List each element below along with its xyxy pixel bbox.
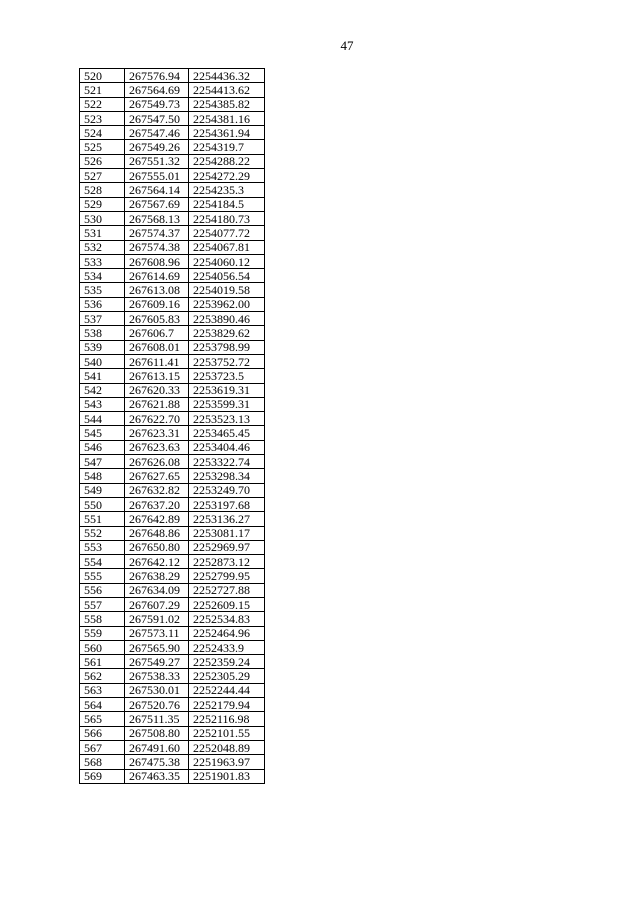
- x-coordinate-cell: 267650.80: [125, 540, 189, 554]
- y-coordinate-cell: 2252305.29: [189, 669, 265, 683]
- y-coordinate-cell: 2252799.95: [189, 569, 265, 583]
- table-row: [80, 197, 265, 211]
- point-number-cell: 537: [80, 312, 125, 326]
- page-number: 47: [340, 38, 354, 53]
- point-number-cell: 533: [80, 254, 125, 268]
- table-row: [80, 383, 265, 397]
- table-row: [80, 655, 265, 669]
- table-row: [80, 669, 265, 683]
- x-coordinate-cell: 267608.01: [125, 340, 189, 354]
- table-row: [80, 240, 265, 254]
- table-row: [80, 397, 265, 411]
- x-coordinate-cell: 267573.11: [125, 626, 189, 640]
- point-number-cell: 568: [80, 755, 125, 769]
- table-row: [80, 154, 265, 168]
- point-number-cell: 560: [80, 640, 125, 654]
- y-coordinate-cell: 2253829.62: [189, 326, 265, 340]
- table-row: [80, 340, 265, 354]
- point-number-cell: 529: [80, 197, 125, 211]
- point-number-cell: 546: [80, 440, 125, 454]
- point-number-cell: 544: [80, 412, 125, 426]
- point-number-cell: 555: [80, 569, 125, 583]
- point-number-cell: 523: [80, 111, 125, 125]
- table-row: [80, 597, 265, 611]
- x-coordinate-cell: 267609.16: [125, 297, 189, 311]
- coordinates-table: [79, 68, 265, 784]
- x-coordinate-cell: 267547.46: [125, 126, 189, 140]
- table-row: [80, 111, 265, 125]
- x-coordinate-cell: 267637.20: [125, 497, 189, 511]
- point-number-cell: 545: [80, 426, 125, 440]
- point-number-cell: 557: [80, 597, 125, 611]
- y-coordinate-cell: 2252244.44: [189, 683, 265, 697]
- point-number-cell: 521: [80, 83, 125, 97]
- point-number-cell: 542: [80, 383, 125, 397]
- point-number-cell: 548: [80, 469, 125, 483]
- point-number-cell: 550: [80, 497, 125, 511]
- table-row: [80, 183, 265, 197]
- table-row: [80, 412, 265, 426]
- point-number-cell: 564: [80, 698, 125, 712]
- x-coordinate-cell: 267642.89: [125, 512, 189, 526]
- y-coordinate-cell: 2252116.98: [189, 712, 265, 726]
- table-row: [80, 69, 265, 83]
- table-row: [80, 626, 265, 640]
- coordinates-table-body: [80, 69, 265, 784]
- y-coordinate-cell: 2253136.27: [189, 512, 265, 526]
- x-coordinate-cell: 267623.31: [125, 426, 189, 440]
- table-row: [80, 326, 265, 340]
- y-coordinate-cell: 2254184.5: [189, 197, 265, 211]
- table-row: [80, 269, 265, 283]
- point-number-cell: 528: [80, 183, 125, 197]
- y-coordinate-cell: 2252359.24: [189, 655, 265, 669]
- point-number-cell: 530: [80, 211, 125, 225]
- point-number-cell: 525: [80, 140, 125, 154]
- y-coordinate-cell: 2254381.16: [189, 111, 265, 125]
- table-row: [80, 483, 265, 497]
- point-number-cell: 567: [80, 740, 125, 754]
- point-number-cell: 549: [80, 483, 125, 497]
- y-coordinate-cell: 2252609.15: [189, 597, 265, 611]
- y-coordinate-cell: 2252179.94: [189, 698, 265, 712]
- y-coordinate-cell: 2254056.54: [189, 269, 265, 283]
- point-number-cell: 563: [80, 683, 125, 697]
- table-row: [80, 526, 265, 540]
- y-coordinate-cell: 2254019.58: [189, 283, 265, 297]
- table-row: [80, 683, 265, 697]
- y-coordinate-cell: 2253465.45: [189, 426, 265, 440]
- point-number-cell: 556: [80, 583, 125, 597]
- point-number-cell: 522: [80, 97, 125, 111]
- table-row: [80, 540, 265, 554]
- point-number-cell: 554: [80, 555, 125, 569]
- x-coordinate-cell: 267530.01: [125, 683, 189, 697]
- x-coordinate-cell: 267574.37: [125, 226, 189, 240]
- x-coordinate-cell: 267614.69: [125, 269, 189, 283]
- point-number-cell: 520: [80, 69, 125, 83]
- y-coordinate-cell: 2253197.68: [189, 497, 265, 511]
- x-coordinate-cell: 267549.27: [125, 655, 189, 669]
- table-row: [80, 83, 265, 97]
- x-coordinate-cell: 267611.41: [125, 354, 189, 368]
- x-coordinate-cell: 267549.26: [125, 140, 189, 154]
- table-row: [80, 440, 265, 454]
- y-coordinate-cell: 2252101.55: [189, 726, 265, 740]
- table-row: [80, 512, 265, 526]
- point-number-cell: 551: [80, 512, 125, 526]
- x-coordinate-cell: 267511.35: [125, 712, 189, 726]
- y-coordinate-cell: 2254180.73: [189, 211, 265, 225]
- point-number-cell: 558: [80, 612, 125, 626]
- table-row: [80, 126, 265, 140]
- point-number-cell: 565: [80, 712, 125, 726]
- table-row: [80, 226, 265, 240]
- x-coordinate-cell: 267638.29: [125, 569, 189, 583]
- y-coordinate-cell: 2252464.96: [189, 626, 265, 640]
- point-number-cell: 526: [80, 154, 125, 168]
- y-coordinate-cell: 2254077.72: [189, 226, 265, 240]
- y-coordinate-cell: 2254361.94: [189, 126, 265, 140]
- table-row: [80, 640, 265, 654]
- x-coordinate-cell: 267591.02: [125, 612, 189, 626]
- point-number-cell: 536: [80, 297, 125, 311]
- x-coordinate-cell: 267626.08: [125, 455, 189, 469]
- point-number-cell: 569: [80, 769, 125, 783]
- x-coordinate-cell: 267627.65: [125, 469, 189, 483]
- point-number-cell: 547: [80, 455, 125, 469]
- point-number-cell: 535: [80, 283, 125, 297]
- x-coordinate-cell: 267608.96: [125, 254, 189, 268]
- y-coordinate-cell: 2253322.74: [189, 455, 265, 469]
- y-coordinate-cell: 2252873.12: [189, 555, 265, 569]
- table-row: [80, 297, 265, 311]
- x-coordinate-cell: 267621.88: [125, 397, 189, 411]
- table-row: [80, 698, 265, 712]
- x-coordinate-cell: 267564.69: [125, 83, 189, 97]
- point-number-cell: 524: [80, 126, 125, 140]
- x-coordinate-cell: 267642.12: [125, 555, 189, 569]
- x-coordinate-cell: 267475.38: [125, 755, 189, 769]
- y-coordinate-cell: 2253723.5: [189, 369, 265, 383]
- x-coordinate-cell: 267623.63: [125, 440, 189, 454]
- x-coordinate-cell: 267567.69: [125, 197, 189, 211]
- table-row: [80, 426, 265, 440]
- x-coordinate-cell: 267605.83: [125, 312, 189, 326]
- table-row: [80, 769, 265, 783]
- x-coordinate-cell: 267607.29: [125, 597, 189, 611]
- point-number-cell: 543: [80, 397, 125, 411]
- point-number-cell: 566: [80, 726, 125, 740]
- table-row: [80, 354, 265, 368]
- x-coordinate-cell: 267632.82: [125, 483, 189, 497]
- table-row: [80, 726, 265, 740]
- x-coordinate-cell: 267564.14: [125, 183, 189, 197]
- point-number-cell: 559: [80, 626, 125, 640]
- y-coordinate-cell: 2253798.99: [189, 340, 265, 354]
- x-coordinate-cell: 267622.70: [125, 412, 189, 426]
- x-coordinate-cell: 267463.35: [125, 769, 189, 783]
- point-number-cell: 527: [80, 169, 125, 183]
- y-coordinate-cell: 2252969.97: [189, 540, 265, 554]
- y-coordinate-cell: 2254288.22: [189, 154, 265, 168]
- table-row: [80, 469, 265, 483]
- x-coordinate-cell: 267634.09: [125, 583, 189, 597]
- y-coordinate-cell: 2254060.12: [189, 254, 265, 268]
- point-number-cell: 553: [80, 540, 125, 554]
- table-row: [80, 312, 265, 326]
- y-coordinate-cell: 2253081.17: [189, 526, 265, 540]
- x-coordinate-cell: 267613.15: [125, 369, 189, 383]
- y-coordinate-cell: 2253752.72: [189, 354, 265, 368]
- table-row: [80, 140, 265, 154]
- point-number-cell: 540: [80, 354, 125, 368]
- table-row: [80, 455, 265, 469]
- y-coordinate-cell: 2252433.9: [189, 640, 265, 654]
- table-row: [80, 612, 265, 626]
- y-coordinate-cell: 2252727.88: [189, 583, 265, 597]
- x-coordinate-cell: 267547.50: [125, 111, 189, 125]
- table-row: [80, 583, 265, 597]
- table-row: [80, 555, 265, 569]
- y-coordinate-cell: 2251963.97: [189, 755, 265, 769]
- x-coordinate-cell: 267576.94: [125, 69, 189, 83]
- point-number-cell: 534: [80, 269, 125, 283]
- table-row: [80, 569, 265, 583]
- y-coordinate-cell: 2253890.46: [189, 312, 265, 326]
- table-row: [80, 712, 265, 726]
- table-row: [80, 97, 265, 111]
- point-number-cell: 552: [80, 526, 125, 540]
- y-coordinate-cell: 2254067.81: [189, 240, 265, 254]
- y-coordinate-cell: 2253523.13: [189, 412, 265, 426]
- point-number-cell: 541: [80, 369, 125, 383]
- table-row: [80, 497, 265, 511]
- y-coordinate-cell: 2253249.70: [189, 483, 265, 497]
- y-coordinate-cell: 2254436.32: [189, 69, 265, 83]
- table-row: [80, 369, 265, 383]
- x-coordinate-cell: 267538.33: [125, 669, 189, 683]
- x-coordinate-cell: 267574.38: [125, 240, 189, 254]
- y-coordinate-cell: 2253619.31: [189, 383, 265, 397]
- point-number-cell: 561: [80, 655, 125, 669]
- x-coordinate-cell: 267648.86: [125, 526, 189, 540]
- table-row: [80, 740, 265, 754]
- x-coordinate-cell: 267508.80: [125, 726, 189, 740]
- y-coordinate-cell: 2254385.82: [189, 97, 265, 111]
- y-coordinate-cell: 2252048.89: [189, 740, 265, 754]
- x-coordinate-cell: 267491.60: [125, 740, 189, 754]
- x-coordinate-cell: 267520.76: [125, 698, 189, 712]
- y-coordinate-cell: 2253962.00: [189, 297, 265, 311]
- table-row: [80, 211, 265, 225]
- y-coordinate-cell: 2254272.29: [189, 169, 265, 183]
- point-number-cell: 562: [80, 669, 125, 683]
- x-coordinate-cell: 267620.33: [125, 383, 189, 397]
- y-coordinate-cell: 2253599.31: [189, 397, 265, 411]
- x-coordinate-cell: 267549.73: [125, 97, 189, 111]
- y-coordinate-cell: 2254319.7: [189, 140, 265, 154]
- x-coordinate-cell: 267555.01: [125, 169, 189, 183]
- x-coordinate-cell: 267613.08: [125, 283, 189, 297]
- y-coordinate-cell: 2254413.62: [189, 83, 265, 97]
- point-number-cell: 538: [80, 326, 125, 340]
- point-number-cell: 532: [80, 240, 125, 254]
- table-row: [80, 283, 265, 297]
- y-coordinate-cell: 2254235.3: [189, 183, 265, 197]
- x-coordinate-cell: 267568.13: [125, 211, 189, 225]
- point-number-cell: 539: [80, 340, 125, 354]
- table-row: [80, 755, 265, 769]
- y-coordinate-cell: 2253298.34: [189, 469, 265, 483]
- x-coordinate-cell: 267551.32: [125, 154, 189, 168]
- x-coordinate-cell: 267606.7: [125, 326, 189, 340]
- point-number-cell: 531: [80, 226, 125, 240]
- y-coordinate-cell: 2251901.83: [189, 769, 265, 783]
- table-row: [80, 254, 265, 268]
- x-coordinate-cell: 267565.90: [125, 640, 189, 654]
- y-coordinate-cell: 2253404.46: [189, 440, 265, 454]
- y-coordinate-cell: 2252534.83: [189, 612, 265, 626]
- table-row: [80, 169, 265, 183]
